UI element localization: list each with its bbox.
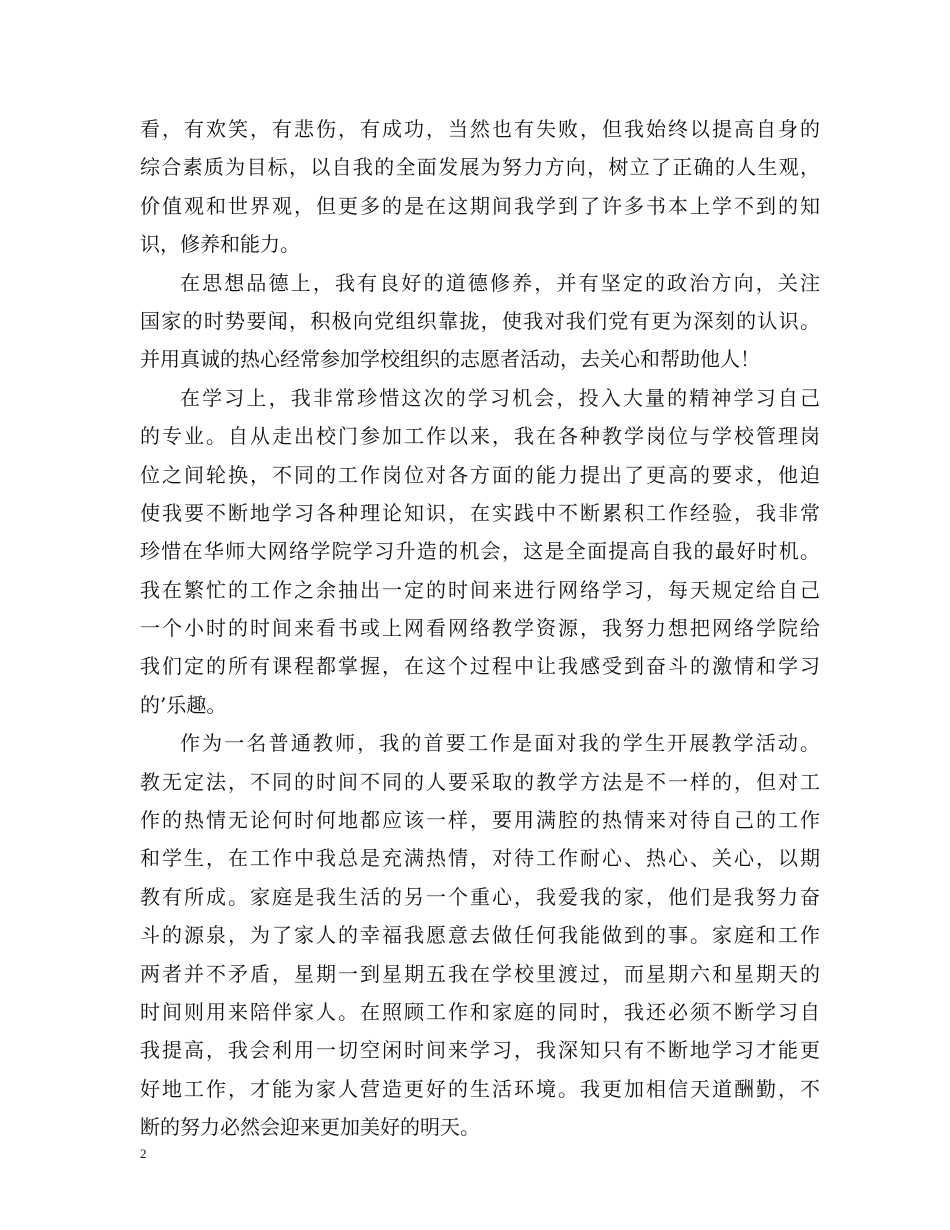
body-text: [140, 110, 820, 1147]
text-line: 我们定的所有课程都掌握，在这个过程中让我感受到奋斗的激情和学习: [140, 654, 820, 679]
text-line: 斗的源泉，为了家人的幸福我愿意去做任何我能做到的事。家庭和工作: [140, 923, 820, 948]
text-line: 我提高，我会利用一切空闲时间来学习，我深知只有不断地学习才能更: [140, 1038, 820, 1063]
text-line: 在学习上，我非常珍惜这次的学习机会，投入大量的精神学习自己: [180, 385, 820, 410]
text-line: 并用真诚的热心经常参加学校组织的志愿者活动，去关心和帮助他人！: [140, 347, 760, 372]
text-line: 和学生，在工作中我总是充满热情，对待工作耐心、热心、关心，以期: [140, 846, 820, 871]
text-line: 作为一名普通教师，我的首要工作是面对我的学生开展教学活动。: [180, 731, 820, 756]
text-line: 教无定法，不同的时间不同的人要采取的教学方法是不一样的，但对工: [140, 769, 820, 794]
text-line: 识，修养和能力。: [140, 232, 300, 257]
page-number: 2: [140, 1146, 147, 1161]
text-line: 时间则用来陪伴家人。在照顾工作和家庭的同时，我还必须不断学习自: [140, 999, 820, 1024]
text-line: 在思想品德上，我有良好的道德修养，并有坚定的政治方向，关注: [180, 270, 820, 295]
text-line: 使我要不断地学习各种理论知识，在实践中不断累积工作经验，我非常: [140, 500, 820, 525]
text-line: 珍惜在华师大网络学院学习升造的机会，这是全面提高自我的最好时机。: [140, 539, 820, 564]
text-line: 我在繁忙的工作之余抽出一定的时间来进行网络学习，每天规定给自己: [140, 577, 820, 602]
text-line: 国家的时势要闻，积极向党组织靠拢，使我对我们党有更为深刻的认识。: [140, 308, 820, 333]
text-line: 的专业。自从走出校门参加工作以来，我在各种教学岗位与学校管理岗: [140, 424, 820, 449]
text-line: 价值观和世界观，但更多的是在这期间我学到了许多书本上学不到的知: [140, 193, 820, 218]
text-line: 看，有欢笑，有悲伤，有成功，当然也有失败，但我始终以提高自身的: [140, 117, 820, 141]
text-line: 作的热情无论何时何地都应该一样，要用满腔的热情来对待自己的工作: [140, 808, 820, 833]
text-line: 好地工作，才能为家人营造更好的生活环境。我更加相信天道酬勤，不: [140, 1076, 820, 1101]
text-line: 的’乐趣。: [140, 692, 227, 717]
text-line: 教有所成。家庭是我生活的另一个重心，我爱我的家，他们是我努力奋: [140, 884, 820, 909]
text-line: 两者并不矛盾，星期一到星期五我在学校里渡过，而星期六和星期天的: [140, 961, 820, 986]
text-line: 断的努力必然会迎来更加美好的明天。: [140, 1115, 480, 1140]
text-line: 位之间轮换，不同的工作岗位对各方面的能力提出了更高的要求，他迫: [140, 462, 820, 487]
text-line: 综合素质为目标，以自我的全面发展为努力方向，树立了正确的人生观，: [140, 155, 820, 180]
text-line: 一个小时的时间来看书或上网看网络教学资源，我努力想把网络学院给: [140, 616, 820, 641]
